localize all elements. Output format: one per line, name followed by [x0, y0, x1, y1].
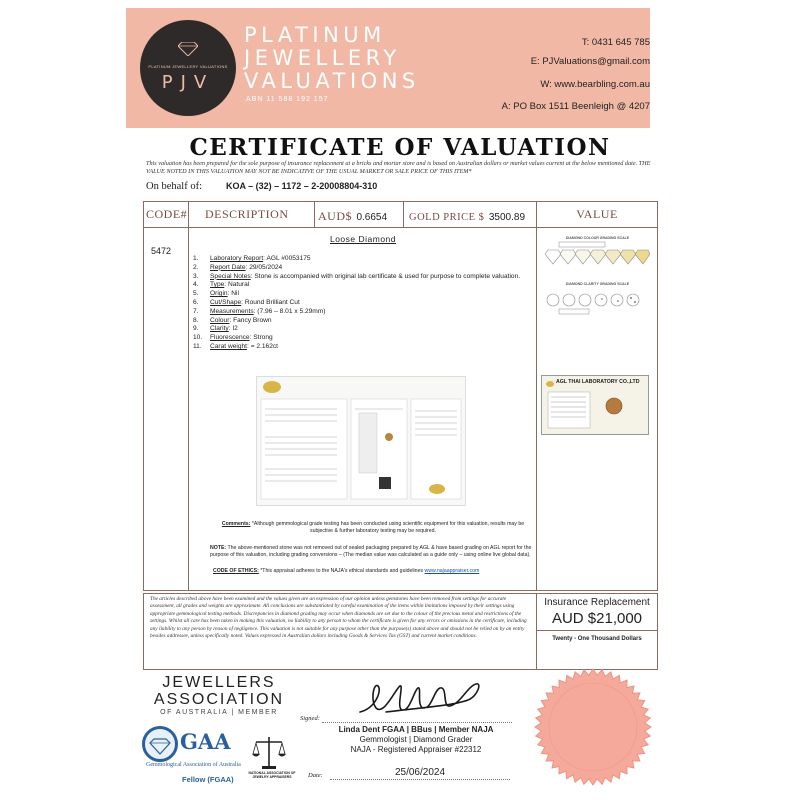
ja-line-2: ASSOCIATION — [153, 691, 285, 708]
lab-card-graphic — [544, 378, 648, 434]
diamond-icon — [178, 42, 198, 56]
pjv-logo — [140, 20, 236, 116]
detail-row — [193, 325, 520, 334]
detail-row — [193, 343, 520, 352]
jewellers-association-logo — [144, 674, 294, 708]
column-divider — [536, 201, 537, 591]
signer-title: Gemmologist | Diamond Grader — [359, 735, 473, 744]
comments-section — [210, 521, 536, 535]
aud-label: AUD$ — [318, 209, 352, 223]
description-header: DESCRIPTION — [205, 207, 289, 221]
item-details-list — [193, 255, 520, 352]
on-behalf-label: On behalf of: — [146, 181, 202, 192]
gold-price — [409, 207, 525, 225]
detail-row — [193, 273, 520, 282]
brand-line-2: JEWELLERY — [244, 46, 401, 70]
signed-label: Signed: — [300, 715, 320, 722]
detail-label: Laboratory Report — [210, 255, 264, 262]
value-header: VALUE — [576, 207, 618, 221]
ja-line-1: JEWELLERS — [162, 674, 276, 691]
detail-value: : (7.96 – 8.01 x 5.29mm) — [253, 307, 326, 315]
ja-member: OF AUSTRALIA | MEMBER — [160, 709, 278, 716]
detail-number: 3. — [193, 272, 199, 280]
detail-number: 8. — [193, 316, 199, 324]
detail-number: 2. — [193, 263, 199, 271]
ethics-label: CODE OF ETHICS: — [213, 568, 259, 574]
comments-label: Comments: — [221, 521, 251, 527]
gaa-fellow: Fellow (FGAA) — [182, 775, 234, 784]
gold-value: 3500.89 — [488, 212, 526, 223]
detail-value: : AGL #0053175 — [263, 255, 311, 262]
detail-label: Measurements — [210, 307, 254, 315]
colour-scale-title: DIAMOND COLOUR GRADING SCALE — [565, 236, 630, 240]
detail-number: 4. — [193, 281, 199, 289]
brand-name — [244, 24, 420, 93]
detail-label: Colour — [210, 316, 230, 324]
detail-value: : I2 — [228, 325, 238, 333]
logo-initials: PJV — [161, 72, 215, 93]
lab-card-image — [541, 375, 649, 435]
insurance-words: Twenty - One Thousand Dollars — [552, 636, 642, 642]
note-text: The above-mentioned stone was not removed out of sealed packaging prepared by AGL & have based grading on AGL report for the purpose of this valuation, including grading conversions – (The median value was calculated as a guide only – using online live global data). — [210, 545, 532, 558]
detail-value: : Stone is accompanied with original lab certificate & used for purpose to complete valuation. — [250, 272, 521, 280]
detail-number: 10. — [193, 334, 203, 342]
certificate-title: CERTIFICATE OF VALUATION — [189, 134, 611, 161]
comments-text: *Although gemmological grade testing has been conducted using scientific equipment for this valuation, results may be subjective & further laboratory testing may be required. — [251, 521, 525, 534]
detail-row — [193, 255, 520, 264]
abn-number: ABN 11 588 192 157 — [246, 96, 329, 103]
detail-label: Type — [210, 281, 225, 289]
clarity-scale-title: DIAMOND CLARITY GRADING SCALE — [565, 282, 630, 286]
contact-phone: T: 0431 645 785 — [581, 37, 650, 48]
naja-label: NATIONAL ASSOCIATION OF JEWELRY APPRAISERS — [248, 771, 296, 779]
colour-scale-diamonds — [545, 240, 650, 268]
clarity-grading-scale — [545, 282, 650, 321]
detail-row — [193, 308, 520, 317]
signer-name: Linda Dent FGAA | BBus | Member NAJA — [338, 725, 494, 734]
signer-registration: NAJA - Registered Appraiser #22312 — [350, 745, 482, 754]
detail-row — [193, 299, 520, 308]
detail-row — [193, 290, 520, 299]
detail-number: 11. — [193, 342, 202, 350]
gaa-subtitle: Gemmological Association of Australia — [146, 762, 241, 768]
ethics-text: *This appraisal adheres to the NAJA's ethical standards and guidelines — [260, 568, 424, 574]
scales-icon — [252, 734, 286, 770]
insurance-divider — [536, 630, 658, 631]
detail-label: Clarity — [210, 325, 229, 333]
aud-rate — [318, 207, 387, 225]
clarity-scale-diamonds — [545, 286, 650, 316]
detail-number: 7. — [193, 307, 199, 315]
signature-image — [356, 678, 484, 720]
column-divider — [188, 201, 189, 591]
detail-number: 9. — [193, 325, 199, 333]
detail-label: Cut/Shape — [210, 298, 242, 306]
detail-value: : 29/05/2024 — [245, 263, 283, 271]
detail-value: : Nil — [227, 290, 239, 298]
valuation-date: 25/06/2024 — [394, 767, 446, 778]
disclaimer-text: The articles described above have been examined and the values given are an expression of our opinion unless gemstones have been removed from settings for accurate assessment, all grades and weights are approximate. All conclusions are substantiated by careful examination of the items within limitations imposed by their settings using appropriate gemmological testing methods. Discrepancies in diamond grading may occur when diamonds are set due to the colour of the precious metal and restrictions of the settings. Whilst all care has been taken in making this valuation, no liability to any person to whom the certificate is given for any errors or omissions in the certificate, including any liability to any person by reason of negligence. This valuation is not suitable for any purpose other than the purpose(s) stated above and should not be relied on by an entity besides addressee, unless specifically noted. Values expressed in Australian dollars including Goods & Services Tax (GST) and current market conditions. — [150, 596, 527, 640]
gaa-logo-text: GAA — [180, 729, 231, 754]
date-label: Date: — [308, 772, 323, 779]
detail-row — [193, 264, 520, 273]
detail-row — [193, 334, 520, 343]
detail-value: : Round Brilliant Cut — [241, 298, 300, 306]
column-divider — [403, 201, 404, 228]
item-code: 5472 — [151, 246, 172, 256]
detail-number: 5. — [193, 290, 199, 298]
brand-line-1: PLATINUM — [244, 23, 386, 47]
contact-address: A: PO Box 1511 Beenleigh @ 4207 — [501, 101, 650, 112]
detail-label: Fluorescence — [210, 334, 250, 342]
detail-value: : Natural — [224, 281, 250, 289]
intro-statement: This valuation has been prepared for the sole purpose of insurance replacement at a bricks and mortar store and is based on Australian dollars or market values current at the below mentioned date. THE VALUE NOTED IN THIS VALUATION MAY NOT BE INDICATIVE OF THE USUAL MARKET OR SALE PRICE OF THIS ITEM* — [146, 160, 651, 175]
gold-label: GOLD PRICE $ — [409, 212, 485, 223]
colour-grading-scale — [545, 236, 650, 273]
detail-value: : = 2.162ct — [247, 342, 279, 350]
logo-tagline: PLATINUM JEWELLERY VALUATIONS — [148, 64, 228, 69]
signer-block — [316, 725, 516, 755]
detail-row — [193, 281, 520, 290]
contact-email[interactable]: E: PJValuations@gmail.com — [530, 56, 650, 67]
detail-value: : Fancy Brown — [229, 316, 272, 324]
insurance-label: Insurance Replacement — [544, 597, 650, 608]
detail-number: 1. — [193, 255, 199, 262]
brand-line-3: VALUATIONS — [244, 69, 420, 93]
detail-label: Report Date — [210, 263, 246, 271]
detail-row — [193, 317, 520, 326]
signature-line — [322, 722, 512, 723]
item-title: Loose Diamond — [329, 234, 397, 244]
detail-number: 6. — [193, 298, 199, 306]
note-label: NOTE: — [210, 545, 227, 551]
seal-icon — [534, 668, 652, 786]
lab-report-graphic — [257, 377, 465, 505]
insurance-replacement — [536, 597, 658, 642]
date-line — [330, 779, 510, 780]
insurance-amount: AUD $21,000 — [551, 610, 643, 627]
note-section — [210, 545, 536, 559]
gaa-gem-icon — [145, 729, 175, 759]
ethics-section — [213, 568, 479, 575]
lab-card-title: AGL THAI LABORATORY CO.,LTD — [556, 379, 640, 385]
detail-label: Carat weight — [210, 342, 248, 350]
ethics-link[interactable]: www.najaappraiser.com — [424, 568, 480, 574]
column-divider — [314, 201, 315, 228]
gaa-emblem-icon — [142, 726, 178, 762]
contact-website[interactable]: W: www.bearbling.com.au — [540, 79, 650, 90]
aud-value: 0.6654 — [356, 212, 388, 223]
detail-value: : Strong — [249, 334, 273, 342]
code-header: CODE# — [146, 207, 188, 221]
on-behalf-value: KOA – (32) – 1172 – 2-20008804-310 — [226, 181, 378, 191]
detail-label: Special Notes — [210, 272, 251, 280]
lab-report-image — [256, 376, 466, 506]
detail-label: Origin — [210, 290, 228, 298]
